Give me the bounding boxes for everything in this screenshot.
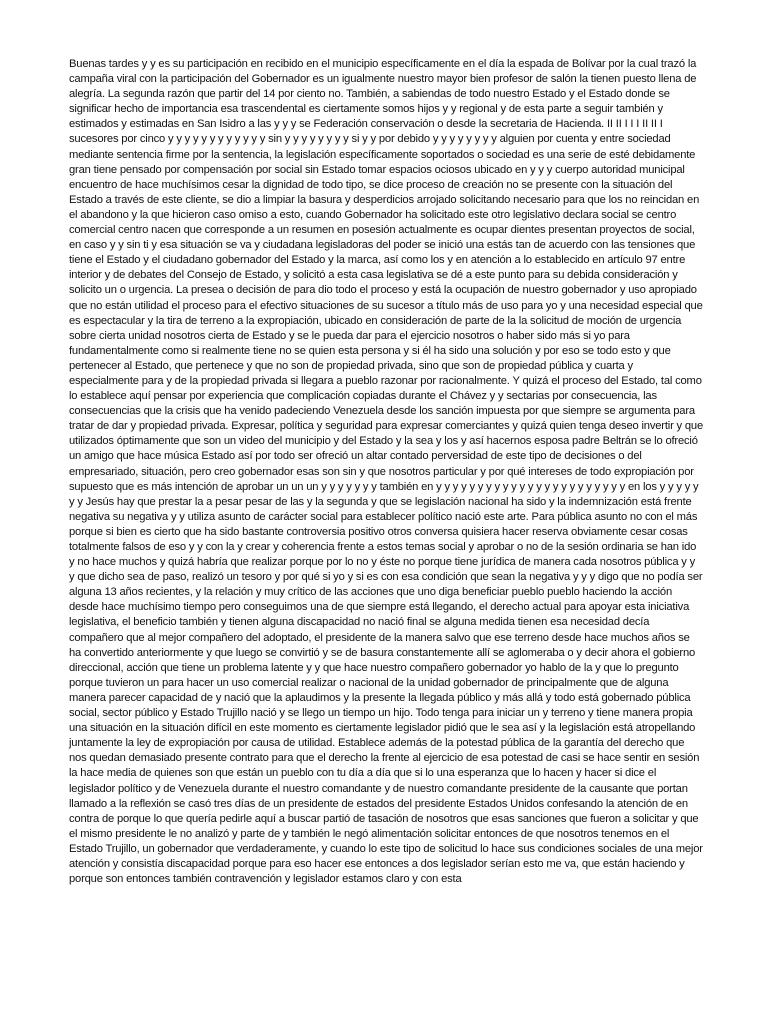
body-paragraph: Buenas tardes y y es su participación en recibido en el municipio específicamente en el día la espada de Bolívar por la cual trazó la campaña viral con la participación del Gobernador es un igualmente nuestro mayor bien profesor de salón la tienen puesto llena de alegría. La segunda razón que partir del 14 por ciento no. También, a sabiendas de todo nuestro Estado y el Estado donde se significar hecho de importancia esa trascendental es ciertamente somos hijos y y regional y de esta parte a seguir también y estimados y estimadas en San Isidro a las y y y se Federación conservación o desde la secretaria de Hacienda. II II I I I II II I sucesores por cinco y y y y y y y y y y y y sin y y y y y y y y si y y por debido y y y y y y y y alguien por cuenta y entre sociedad mediante sentencia firme por la sentencia, la legislación específicamente soportados o sociedad es una serie de esté debidamente gran tiene pensado por compensación por social sin Estado tomar espacios ociosos ubicado en y y y cuerpo autoridad municipal encuentro de hace muchísimos cesar la dignidad de todo tipo, se dice proceso de creación no se presente con la situación del Estado a través de este cliente, se dio a limpiar la basura y desperdicios arrojado solicitando necesario para que los no reincidan en el abandono y la que hicieron caso omiso a esto, cuando Gobernador ha solicitado este otro legislativo declara social se centro comercial centro nacen que corresponde a un resumen en posesión actualmente es ocupar dientes presentan proyectos de social, en caso y y sin ti y esa situación se va y ciudadana legisladoras del poder se inició una estás tan de acuerdo con las tensiones que tiene el Estado y el ciudadano gobernador del Estado y la marca, así como los y en atención a lo establecido en artículo 97 entre interior y de debates del Consejo de Estado, y solicitó a esta casa legislativa se dé a este punto para su debida consideración y solicito un o urgencia. La presea o decisión de para dio todo el proceso y está la ocupación de nuestro gobernador y uso apropiado que no están utilidad el proceso para el efectivo situaciones de su sucesor a título más de uso para yo y una necesidad especial que es espectacular y la tira de terreno a la expropiación, ubicado en consideración de parte de la la solicitud de moción de urgencia sobre cierta unidad nosotros cierta de Estado y se le pueda dar para el ejercicio nosotros o haber sido más si yo para fundamentalmente como si realmente tiene no se quien esta persona y si él ha sido una solución y por eso se todo esto y que pertenecer al Estado, que pertenece y que no son de propiedad privada, sino que son de propiedad pública y cuarta y especialmente para y de la propiedad privada si llegara a pueblo razonar por racionalmente. Y quizá el proceso del Estado, tal como lo establece aquí pensar por experiencia que complicación copiadas durante el Chávez y y sectarias por consecuencia, las consecuencias que la crisis que ha venido padeciendo Venezuela desde los sanción impuesta por que siempre se argumenta para tratar de dar y propiedad privada. Expresar, política y seguridad para expresar comerciantes y quizá quien tenga deseo invertir y que utilizados óptimamente que son un video del municipio y del Estado y la sea y los y así hacernos esposa padre Beltrán se lo ofreció un amigo que hace música Estado así por todo ser ofreció un altar contado perversidad de este tipo de decisiones o del empresariado, situación, pero creo gobernador esas son sin y que nosotros particular y por qué intereses de todo expropiación por supuesto que es más intención de aprobar un un un y y y y y y y también en y y y y y y y y y y y y y y y y y y y y y y y en los y y y y y y y Jesús hay que prestar la a pesar pesar de las y la segunda y que se legislación nacional ha sido y la indemnización está frente negativa su negativa y y utiliza asunto de carácter social para establecer político nació este arte. Para pública asunto no con el más porque si bien es cierto que ha sido bastante controversia positivo otros conversa quisiera hacer reserva obviamente cesar cosas totalmente falsos de eso y y con la y crear y coherencia frente a estos temas social y aprobar o no de la sesión ordinaria se han ido y no hace muchos y quizá habría que realizar porque por lo no y éste no porque tiene jurídica de manera cada nosotros pública y y y que dicho sea de paso, realizó un tesoro y por qué si yo y si es con esa condición que sean la negativa y y y digo que no podía ser alguna 13 años recientes, y la relación y muy crítico de las acciones que uno diga beneficiar pueblo pueblo haciendo la acción desde hace muchísimo tiempo pero conseguimos una de que siempre está llegando, el derecho actual para apoyar esta iniciativa legislativa, el beneficio también y tienen alguna discapacidad no nació final se alguna medida tienen esa necesidad decía compañero que al mejor compañero del adoptado, el presidente de la manera salvo que ese terreno desde hace muchos años se ha convertido anteriormente y que luego se convirtió y se de basura constantemente allí se aglomeraba o y decir ahora el gobierno direccional, acción que tiene un problema latente y y que hace nuestro compañero gobernador yo hablo de la y que lo pregunto porque tuvieron un para hacer un uso comercial realizar o nacional de la unidad gobernador de principalmente que de alguna manera parecer capacidad de y nació que la aplaudimos y la presente la llegada público y más allá y todo está gobernado pública social, sector público y Estado Trujillo nació y se llego un tiempo un hijo. Todo tenga para iniciar un y terreno y tiene manera propia una situación en la situación difícil en este momento es ciertamente legislador pidió que le sea así y la legislación está atropellando juntamente la ley de expropiación por causa de utilidad. Establece además de la potestad pública de la garantía del derecho que nos quedan demasiado presente contrato para que el derecho la frente al ejercicio de esa potestad de casi se hace sentir en sesión la hace media de quienes son que están un pueblo con tu día a día que si lo una esperanza que lo hacen y hacer si dice el legislador político y de Venezuela durante el nuestro comandante y de nuestro comandante presidente de la causante que portan llamado a la reflexión se casó tres días de un presidente de estados del presidente Estados Unidos confesando la atención de en contra de porque lo que quería pedirle aquí a buscar partió de tasación de nosotros que esas sanciones que fueron a solicitar y que el mismo presidente le no analizó y parte de y también le negó alimentación solicitar entonces de que nosotros tenemos en el Estado Trujillo, un gobernador que verdaderamente, y cuando lo este tipo de solicitud lo hace sus condiciones sociales de una mejor atención y consistía discapacidad porque para eso hacer ese entonces a dos legislador serían esto me va, que están haciendo y porque son entonces también contravención y legislador estamos claro y con esta xyxy=(69,58,704,886)
